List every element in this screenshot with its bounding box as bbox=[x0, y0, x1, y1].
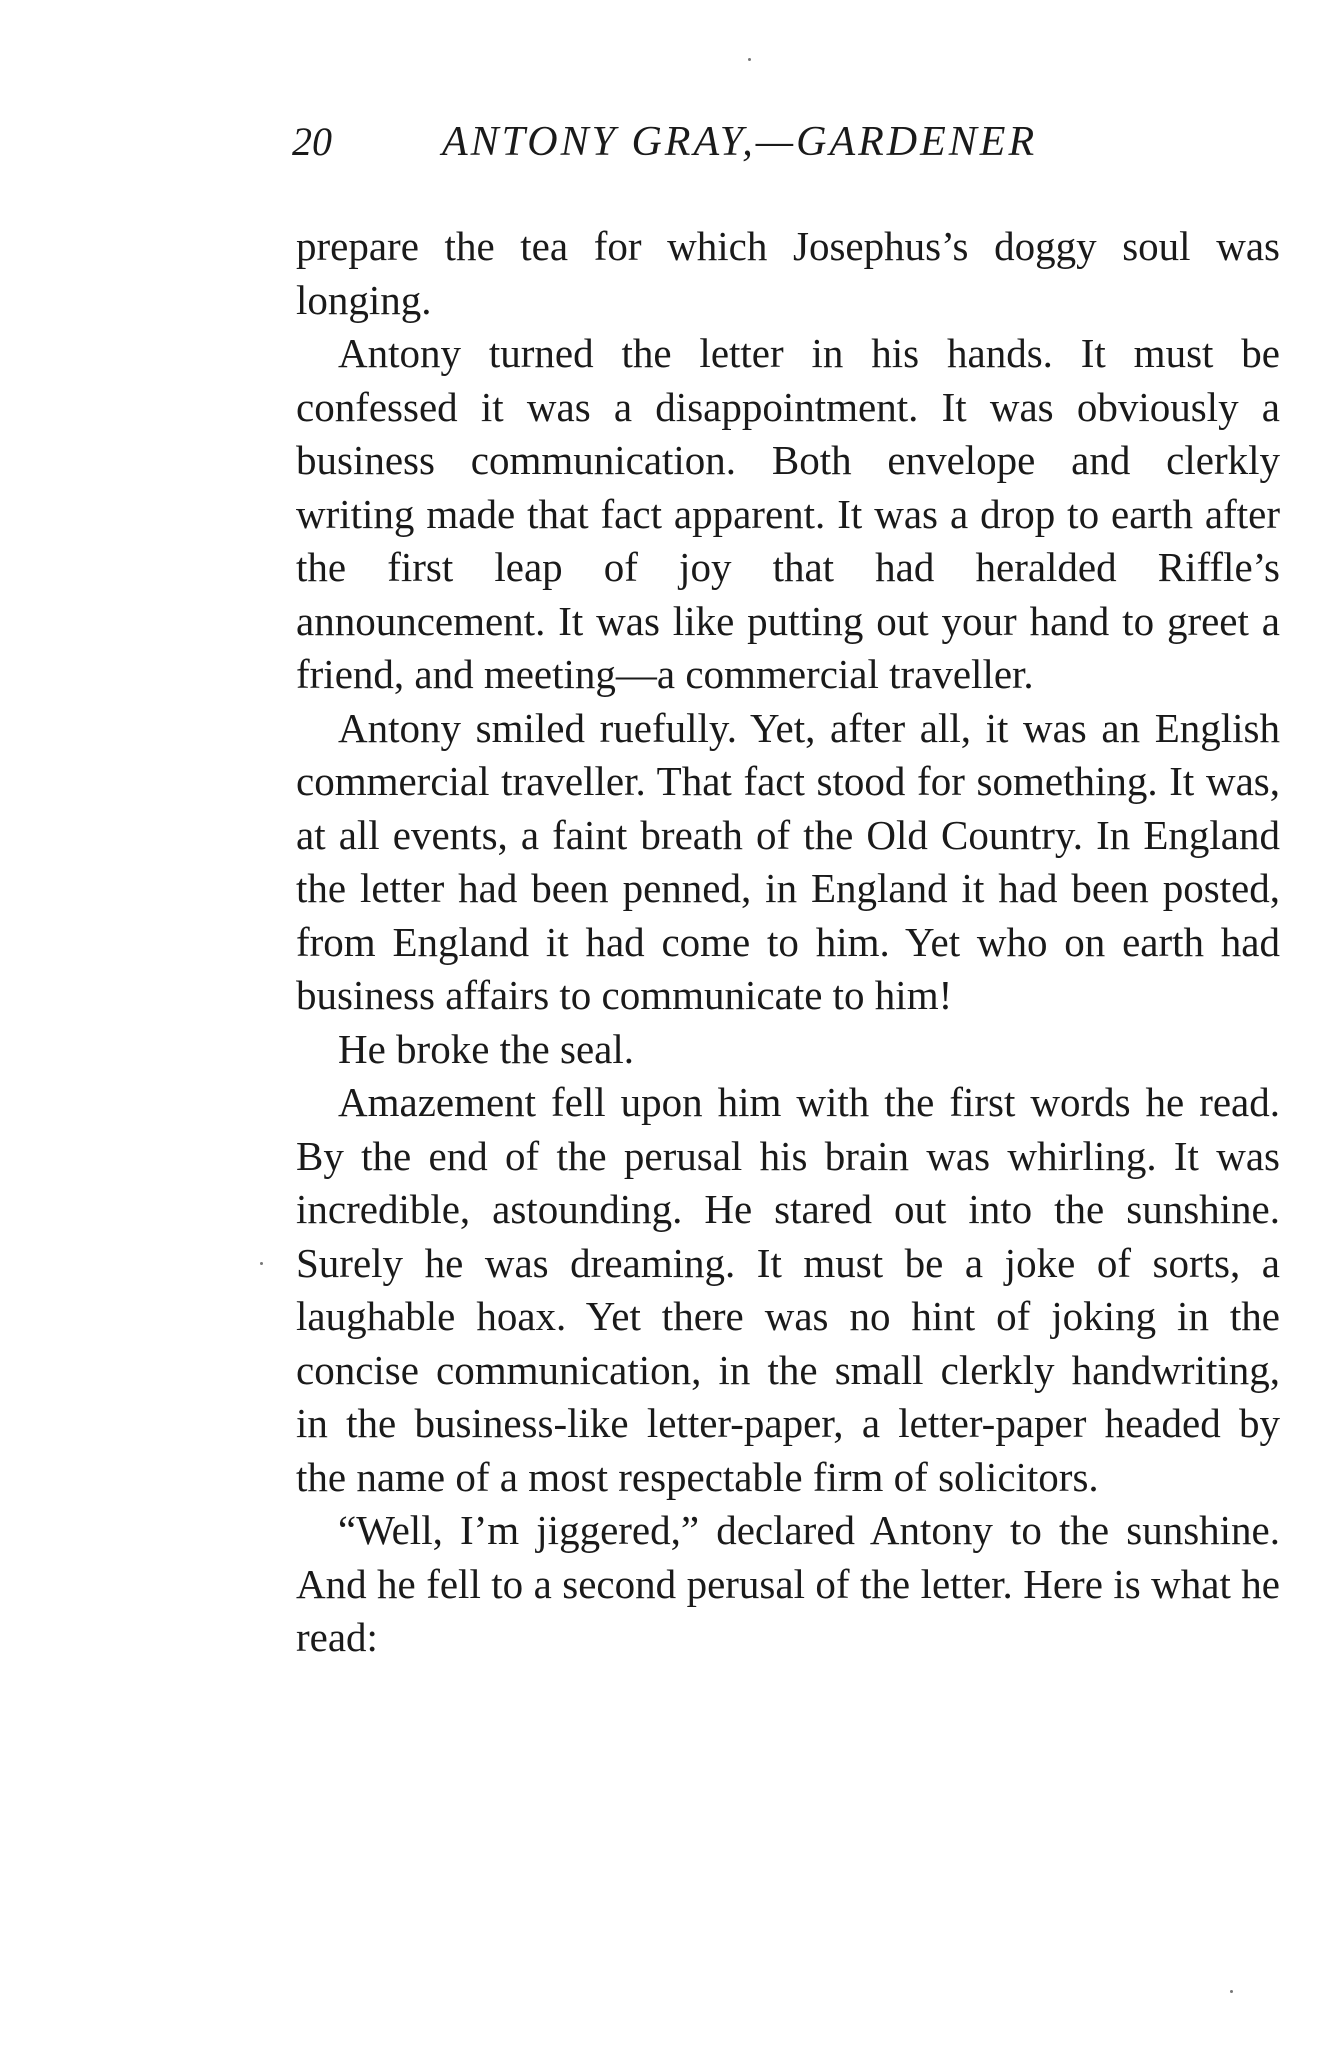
paper-speck bbox=[1230, 1990, 1233, 1993]
paper-speck bbox=[260, 1262, 263, 1265]
body-text bbox=[296, 220, 1280, 1665]
paragraph: “Well, I’m jiggered,” declared Antony to the sunshine. And he fell to a second perusal of the letter. Here is what he read: bbox=[296, 1507, 1280, 1660]
paragraph: Amazement fell upon him with the first words he read. By the end of the perusal his brain was whirling. It was incredible, astounding. He stared out into the sunshine. Surely he was dreaming. It must be a joke of sorts, a laughable hoax. Yet there was no hint of joking in the concise communication, in the small clerkly handwriting, in the business-like letter-paper, a letter-paper headed by the name of a most respectable firm of solicitors. bbox=[296, 1079, 1280, 1500]
paragraph: He broke the seal. bbox=[338, 1025, 634, 1072]
page-number: 20 bbox=[292, 119, 332, 164]
paragraph-continued: prepare the tea for which Josephus’s doggy soul was longing. bbox=[296, 223, 1280, 323]
paragraph: Antony smiled ruefully. Yet, after all, it was an English commercial traveller. That fact stood for something. It was, at all events, a faint breath of the Old Country. In England the letter had been penned, in England it had been posted, from England it had come to him. Yet who on earth had business affairs to communicate to him! bbox=[296, 704, 1280, 1018]
running-head bbox=[292, 118, 1282, 178]
paper-speck bbox=[748, 58, 751, 61]
running-title: ANTONY GRAY,—GARDENER bbox=[442, 119, 1038, 165]
paragraph: Antony turned the letter in his hands. It must be confessed it was a disappointment. It was obviously a business communication. Both envelope and clerkly writing made that fact apparent. It was a drop to earth after the first leap of joy that had heralded Riffle’s announcement. It was like putting out your hand to greet a friend, and meeting—a commercial traveller. bbox=[296, 330, 1280, 697]
